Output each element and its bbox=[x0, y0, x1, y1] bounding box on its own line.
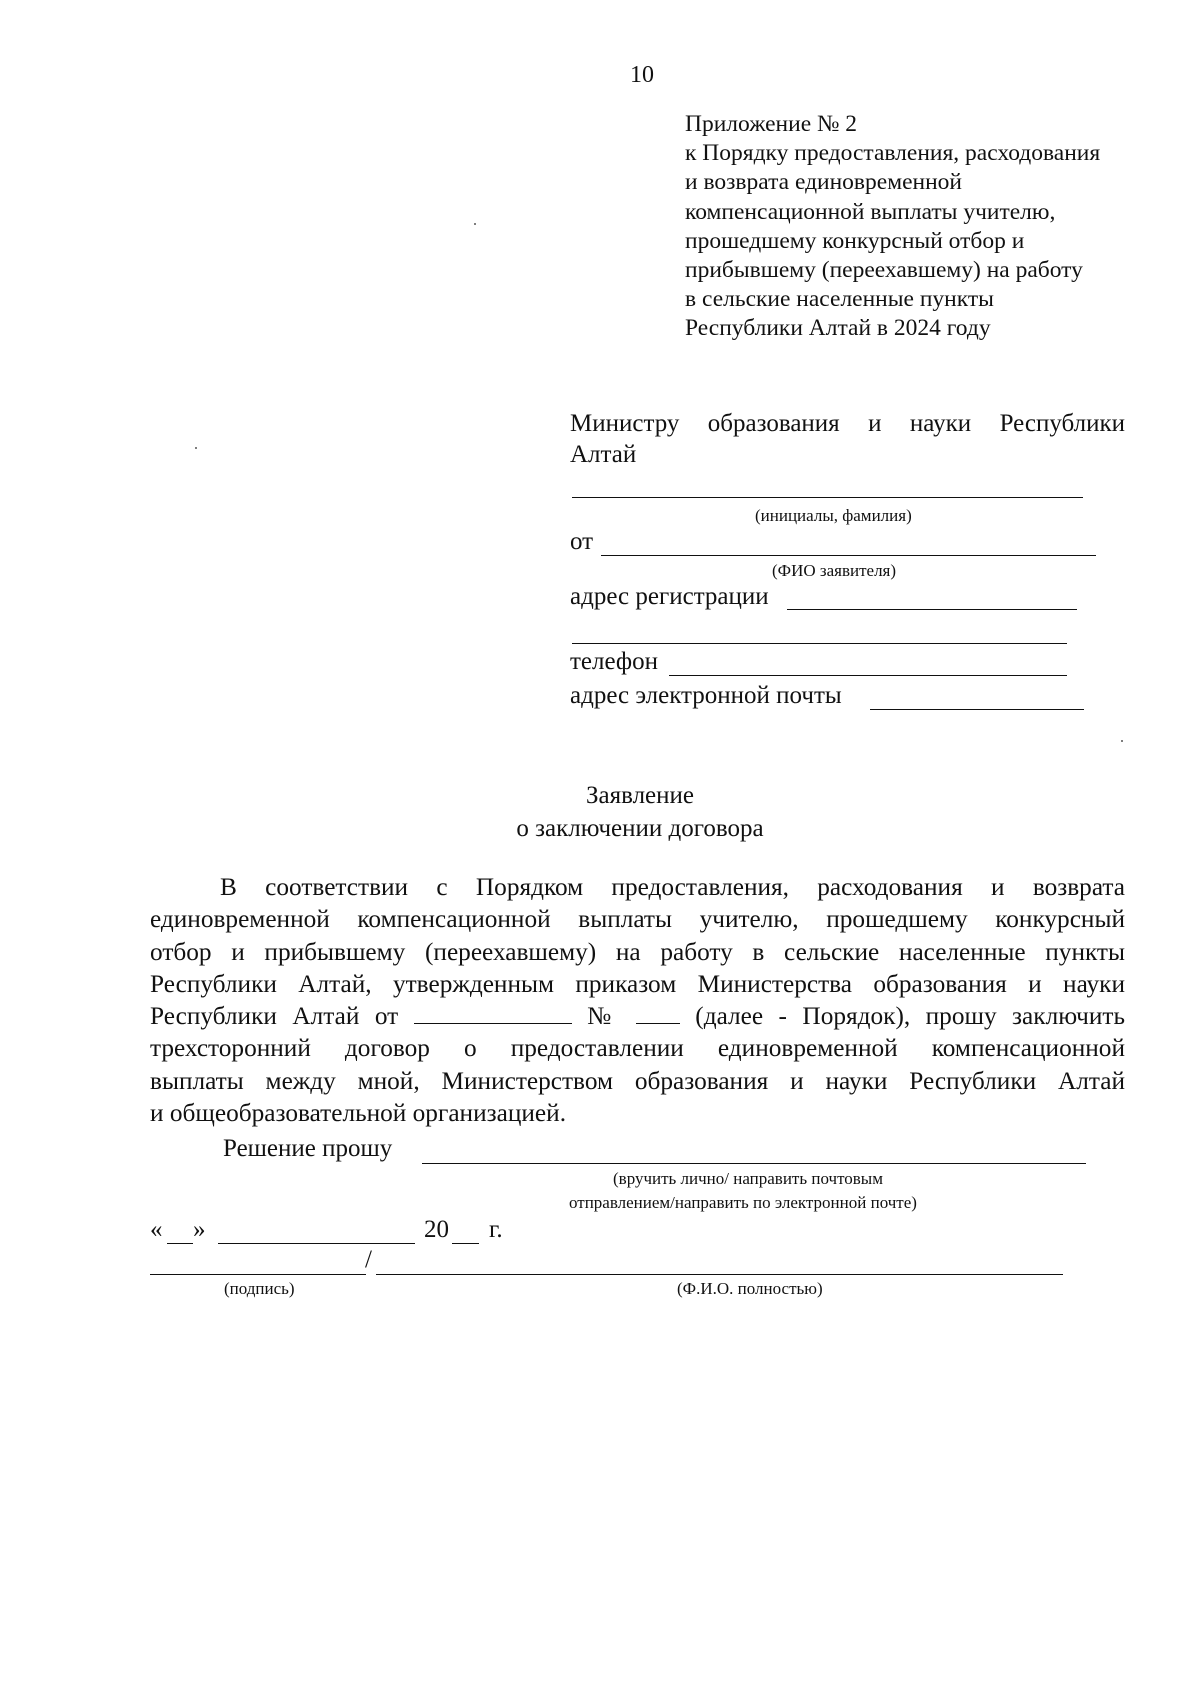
signature-separator: / bbox=[365, 1246, 372, 1273]
appendix-line: в сельские населенные пункты bbox=[685, 286, 994, 313]
body-line: трехсторонний договор о предоставлении единовременной компенсационной bbox=[150, 1034, 1125, 1063]
initials-caption: (инициалы, фамилия) bbox=[755, 506, 912, 525]
body-text: (далее - Порядок), прошу заключить bbox=[695, 1002, 1125, 1031]
decision-label: Решение прошу bbox=[223, 1135, 393, 1162]
decision-caption-1: (вручить лично/ направить почтовым bbox=[613, 1169, 883, 1188]
from-label: от bbox=[570, 528, 594, 555]
full-name-blank-line[interactable] bbox=[376, 1274, 1063, 1275]
date-month-blank[interactable] bbox=[218, 1243, 415, 1244]
initials-blank-line[interactable] bbox=[572, 497, 1083, 498]
appendix-line: Республики Алтай в 2024 году bbox=[685, 315, 991, 342]
document-title: Заявление bbox=[585, 782, 695, 809]
addressee-block bbox=[570, 408, 1125, 470]
appendix-line: и возврата единовременной bbox=[685, 169, 962, 196]
applicant-caption: (ФИО заявителя) bbox=[772, 561, 897, 580]
addressee-line-1 bbox=[570, 408, 1125, 439]
body-line: Республики Алтай, утвержденным приказом Министерства образования и науки bbox=[150, 969, 1125, 998]
signature-caption: (подпись) bbox=[224, 1279, 295, 1298]
number-sign: № bbox=[587, 1002, 621, 1031]
appendix-line: прибывшему (переехавшему) на работу bbox=[685, 257, 1083, 284]
date-year-prefix: 20 bbox=[424, 1216, 449, 1243]
date-day-blank[interactable] bbox=[167, 1243, 193, 1244]
body-line-with-blanks bbox=[150, 1000, 1125, 1032]
decision-caption-2: отправлением/направить по электронной почте) bbox=[569, 1193, 917, 1212]
appendix-header bbox=[685, 110, 1100, 344]
addressee-word: Министру bbox=[570, 410, 680, 437]
phone-blank-line[interactable] bbox=[669, 675, 1067, 676]
appendix-line: компенсационной выплаты учителю, bbox=[685, 198, 1056, 225]
date-close-quote: » bbox=[193, 1216, 206, 1243]
body-line: отбор и прибывшему (переехавшему) на работу в сельские населенные пункты bbox=[150, 937, 1125, 966]
body-text: Республики Алтай от bbox=[150, 1002, 399, 1031]
order-number-blank[interactable] bbox=[636, 1003, 680, 1024]
phone-label: телефон bbox=[570, 648, 658, 675]
scan-speck bbox=[474, 223, 476, 225]
document-subtitle: о заключении договора bbox=[516, 815, 764, 842]
full-name-caption: (Ф.И.О. полностью) bbox=[677, 1279, 823, 1298]
date-year-suffix: г. bbox=[489, 1216, 503, 1243]
addressee-word: Республики bbox=[999, 410, 1125, 437]
registration-address-blank-line-2[interactable] bbox=[572, 643, 1067, 644]
application-body bbox=[150, 871, 1125, 1129]
signature-blank-line[interactable] bbox=[150, 1274, 366, 1275]
order-date-blank[interactable] bbox=[414, 1003, 572, 1024]
scan-speck bbox=[1121, 740, 1123, 742]
addressee-word: образования bbox=[707, 410, 840, 437]
addressee-word: науки bbox=[909, 410, 972, 437]
appendix-line: прошедшему конкурсный отбор и bbox=[685, 227, 1025, 254]
page-number: 10 bbox=[630, 62, 654, 88]
decision-method-blank-line[interactable] bbox=[422, 1163, 1086, 1164]
email-blank-line[interactable] bbox=[870, 709, 1084, 710]
appendix-line: Приложение № 2 bbox=[685, 111, 858, 137]
addressee-line-2: Алтай bbox=[570, 441, 637, 468]
registration-address-label: адрес регистрации bbox=[570, 583, 769, 610]
addressee-word: и bbox=[868, 410, 882, 437]
body-line: выплаты между мной, Министерством образования и науки Республики Алтай bbox=[150, 1066, 1125, 1095]
scan-speck bbox=[195, 447, 197, 449]
email-label: адрес электронной почты bbox=[570, 682, 842, 709]
appendix-line: к Порядку предоставления, расходования bbox=[685, 140, 1101, 167]
body-line: В соответствии с Порядком предоставления, расходования и возврата bbox=[220, 873, 1125, 901]
body-line: и общеобразовательной организацией. bbox=[150, 1099, 567, 1128]
body-line: единовременной компенсационной выплаты учителю, прошедшему конкурсный bbox=[150, 905, 1125, 934]
registration-address-blank-line[interactable] bbox=[787, 609, 1077, 610]
date-open-quote: « bbox=[150, 1216, 163, 1243]
applicant-name-blank-line[interactable] bbox=[601, 555, 1096, 556]
date-year-blank[interactable] bbox=[452, 1243, 479, 1244]
